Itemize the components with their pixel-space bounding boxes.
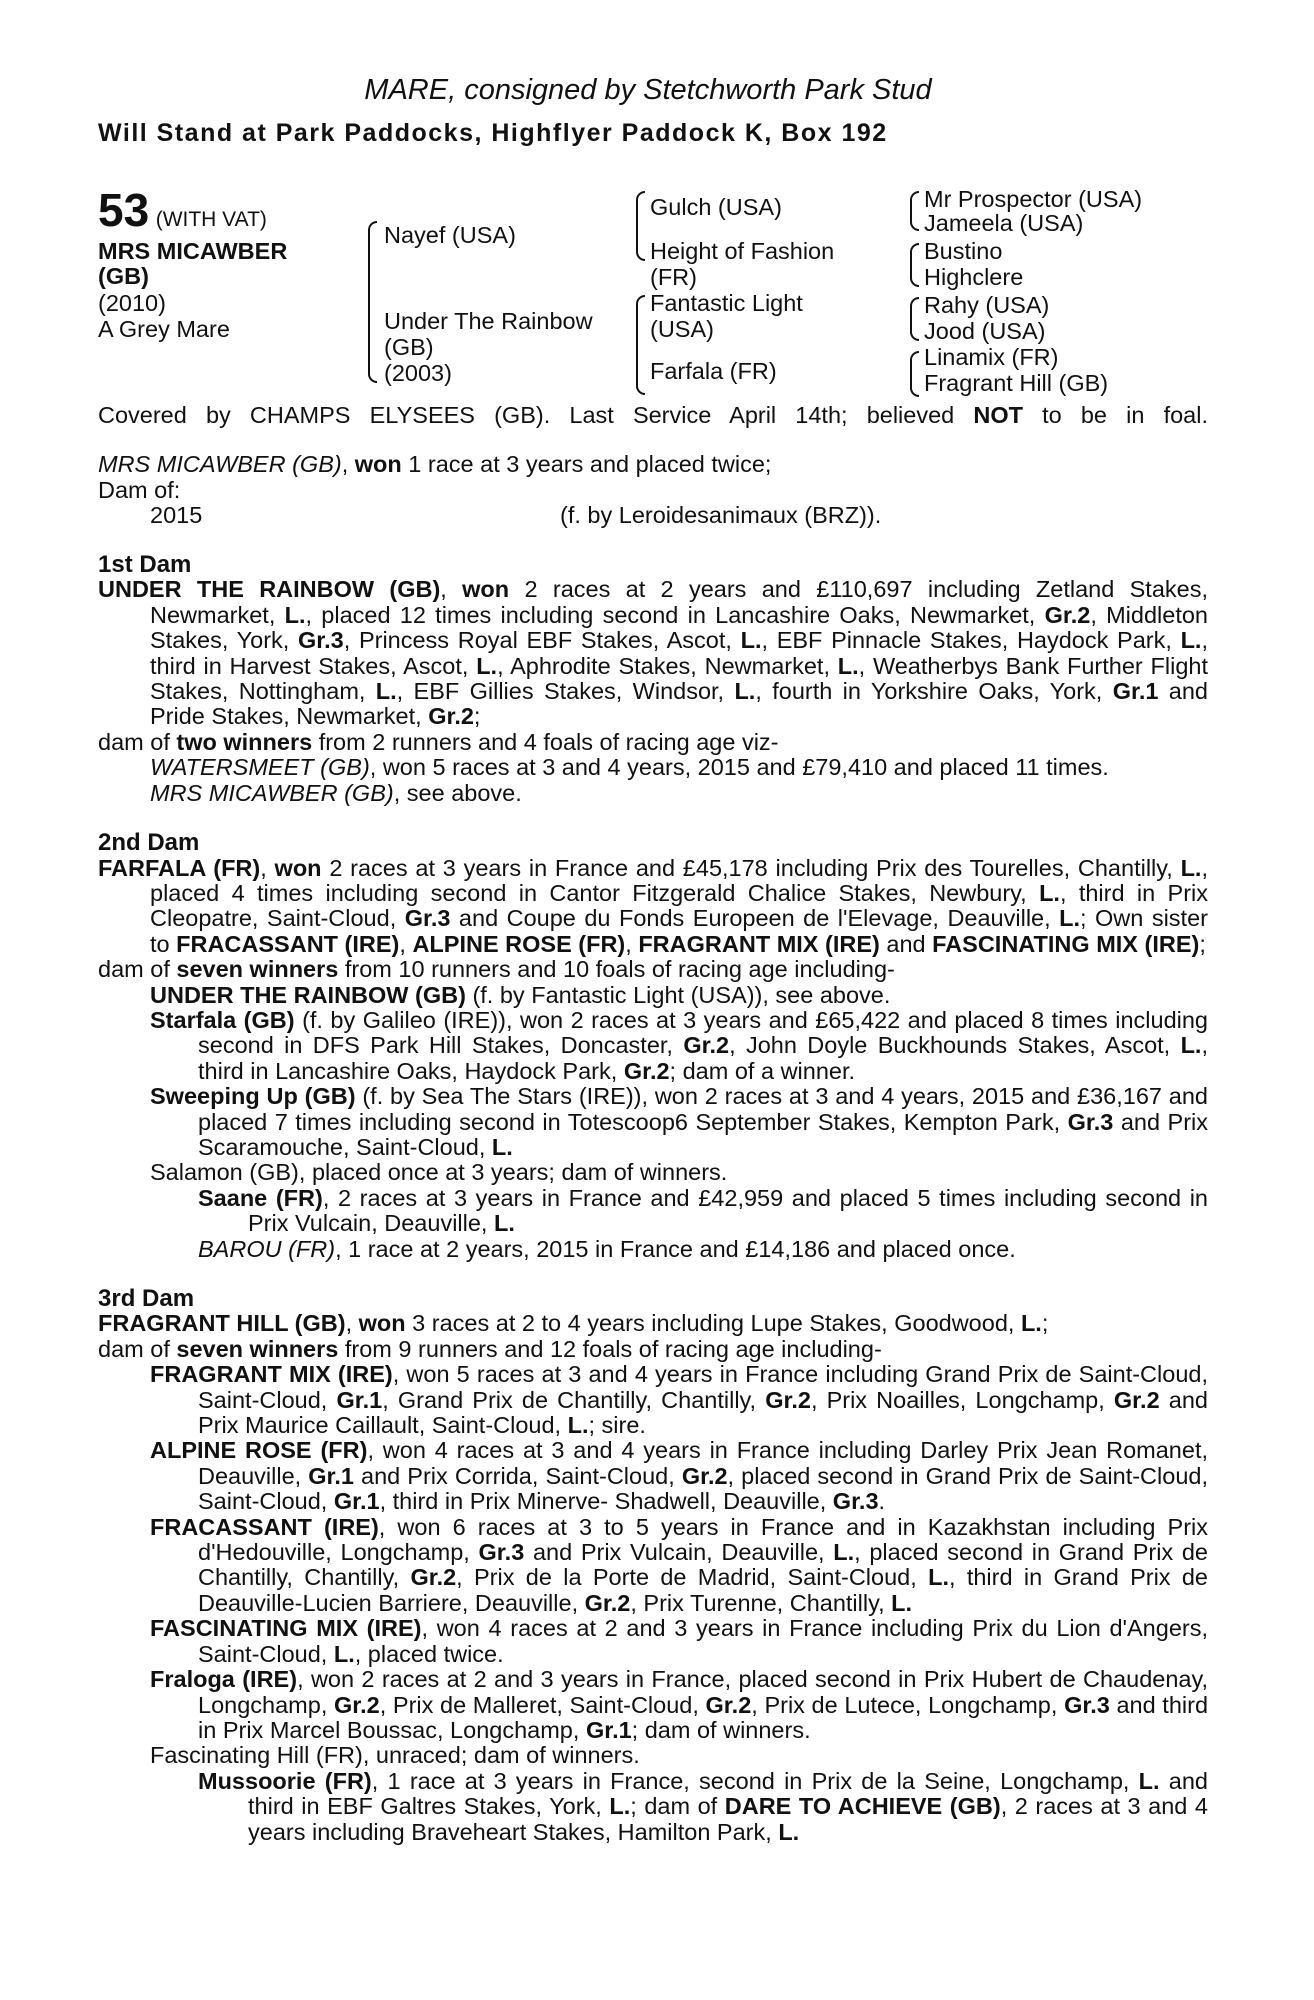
second-dam-offspring: Sweeping Up (GB) (f. by Sea The Stars (IRE)), won 2 races at 3 and 4 years, 2015 and £36,167 and placed 7 times including second in Totescoop6 September Stakes, Kempton Park, Gr.3 and Prix Scaramouche, Saint-Cloud, L. xyxy=(150,1083,1208,1160)
second-dam-produce-summary: dam of seven winners from 10 runners and 10 foals of racing age including- xyxy=(98,956,895,983)
dam-of-label: Dam of: xyxy=(98,476,181,503)
gen3-dsd: Jood (USA) xyxy=(924,317,1046,344)
gen3-ssd: Jameela (USA) xyxy=(924,209,1084,236)
first-dam-offspring: WATERSMEET (GB), won 5 races at 3 and 4 years, 2015 and £79,410 and placed 11 times. xyxy=(150,754,1109,781)
sire-dam-line1: Height of Fashion xyxy=(650,237,835,264)
horse-description: A Grey Mare xyxy=(98,315,230,342)
foaling-year: (2010) xyxy=(98,289,166,316)
pedigree-block xyxy=(98,183,1208,401)
third-dam-heading: 3rd Dam xyxy=(98,1285,195,1312)
sire: Nayef (USA) xyxy=(384,221,516,248)
second-dam-grand-offspring: Saane (FR), 2 races at 3 years in France and £42,959 and placed 5 times including second in Prix Vulcain, Deauville, L. xyxy=(198,1184,1209,1237)
dam-line1: Under The Rainbow xyxy=(384,307,593,334)
gen3-sds: Bustino xyxy=(924,237,1003,264)
second-dam-offspring: Starfala (GB) (f. by Galileo (IRE)), won 2 races at 3 years and £65,422 and placed 8 times including second in DFS Park Hill Stakes, Doncaster, Gr.2, John Doyle Buckhounds Stakes, Ascot, L., third in Lancashire Oaks, Haydock Park, Gr.2; dam of a winner. xyxy=(150,1006,1208,1084)
sire-dam-bracket xyxy=(368,221,377,383)
third-dam-offspring: ALPINE ROSE (FR), won 4 races at 3 and 4 years in France including Darley Prix Jean Romanet, Deauville, Gr.1 and Prix Corrida, Saint-Cloud, Gr.2, placed second in Grand Prix de Saint-Cloud, Saint-Cloud, Gr.1, third in Prix Minerve- Shadwell, Deauville, Gr.3. xyxy=(150,1437,1209,1515)
dam-dam: Farfala (FR) xyxy=(650,357,777,384)
covering-note: Covered by CHAMPS ELYSEES (GB). Last Service April 14th; believed NOT to be in foal. xyxy=(98,401,1208,428)
lot-number: 53 xyxy=(98,183,150,236)
first-dam-heading: 1st Dam xyxy=(98,551,192,579)
sire-dam-line2: (FR) xyxy=(650,263,697,290)
dam-sire-line2: (USA) xyxy=(650,315,714,342)
foal-sire: (f. by Leroidesanimaux (BRZ)). xyxy=(560,502,882,529)
third-dam-grand-offspring: Mussoorie (FR), 1 race at 3 years in France, second in Prix de la Seine, Longchamp, L. and third in EBF Galtres Stakes, York, L.; dam of DARE TO ACHIEVE (GB), 2 races at 3 and 4 years including Braveheart Stakes, Hamilton Park, L. xyxy=(198,1767,1208,1845)
dam-parents-bracket xyxy=(636,295,645,395)
horse-country: (GB) xyxy=(98,262,149,289)
consignor-title: MARE, consigned by Stetchworth Park Stud xyxy=(364,74,932,106)
stabling-location: Will Stand at Park Paddocks, Highflyer Paddock K, Box 192 xyxy=(98,119,888,148)
first-dam-record: UNDER THE RAINBOW (GB), won 2 races at 2 years and £110,697 including Zetland Stakes, Newmarket, L., placed 12 times including second in Lancashire Oaks, Newmarket, Gr.2, Middleton Stakes, York, Gr.3, Princess Royal EBF Stakes, Ascot, L., EBF Pinnacle Stakes, Haydock Park, L., third in Harvest Stakes, Ascot, L., Aphrodite Stakes, Newmarket, L., Weatherbys Bank Further Flight Stakes, Nottingham, L., EBF Gillies Stakes, Windsor, L., fourth in Yorkshire Oaks, York, Gr.1 and Pride Stakes, Newmarket, Gr.2; xyxy=(98,576,1209,730)
catalogue-page xyxy=(98,74,1209,1845)
gen3-ddd: Fragrant Hill (GB) xyxy=(924,369,1109,396)
dam-sire-line1: Fantastic Light xyxy=(650,289,803,316)
third-dam-offspring: FASCINATING MIX (IRE), won 4 races at 2 and 3 years in France including Prix du Lion d'Angers, Saint-Cloud, L., placed twice. xyxy=(150,1615,1209,1667)
bracket-gen3-d xyxy=(910,351,919,397)
produce-record: MRS MICAWBER (GB), won 1 race at 3 years and placed twice; xyxy=(98,451,772,478)
third-dam-offspring: Fraloga (IRE), won 2 races at 2 and 3 years in France, placed second in Prix Hubert de Chaudenay, Longchamp, Gr.2, Prix de Malleret, Saint-Cloud, Gr.2, Prix de Lutece, Longchamp, Gr.3 and third in Prix Marcel Boussac, Longchamp, Gr.1; dam of winners. xyxy=(150,1666,1209,1743)
foal-year: 2015 xyxy=(150,502,203,529)
second-dam-heading: 2nd Dam xyxy=(98,829,200,857)
horse-name: MRS MICAWBER xyxy=(98,237,288,264)
third-dam-record: FRAGRANT HILL (GB), won 3 races at 2 to 4 years including Lupe Stakes, Goodwood, L.; xyxy=(98,1310,1049,1337)
bracket-gen3-b xyxy=(910,243,919,287)
first-dam-offspring: MRS MICAWBER (GB), see above. xyxy=(150,779,522,806)
produce-foal-row xyxy=(98,503,1208,528)
third-dam-section xyxy=(98,1286,1208,1845)
vat-note: (WITH VAT) xyxy=(155,207,267,231)
second-dam-section xyxy=(98,830,1208,1262)
gen3-sss: Mr Prospector (USA) xyxy=(924,185,1143,212)
second-dam-offspring: Salamon (GB), placed once at 3 years; dam of winners. xyxy=(150,1159,728,1186)
sire-parents-bracket xyxy=(636,191,645,261)
sire-sire: Gulch (USA) xyxy=(650,193,782,220)
gen3-dss: Rahy (USA) xyxy=(924,291,1050,318)
second-dam-record: FARFALA (FR), won 2 races at 3 years in France and £45,178 including Prix des Tourelles, Chantilly, L., placed 4 times including second in Cantor Fitzgerald Chalice Stakes, Newbury, L., third in Prix Cleopatre, Saint-Cloud, Gr.3 and Coupe du Fonds Europeen de l'Elevage, Deauville, L.; Own sister to FRACASSANT (IRE), ALPINE ROSE (FR), FRAGRANT MIX (IRE) and FASCINATING MIX (IRE); xyxy=(98,854,1208,957)
third-dam-offspring: Fascinating Hill (FR), unraced; dam of winners. xyxy=(150,1742,640,1769)
dam-line2: (GB) xyxy=(384,333,434,360)
first-dam-produce-summary: dam of two winners from 2 runners and 4 foals of racing age viz- xyxy=(98,728,779,755)
second-dam-offspring: UNDER THE RAINBOW (GB) (f. by Fantastic Light (USA)), see above. xyxy=(150,981,891,1008)
dam-year: (2003) xyxy=(384,359,452,386)
gen3-dds: Linamix (FR) xyxy=(924,343,1059,370)
bracket-gen3-c xyxy=(910,297,919,341)
bracket-gen3-a xyxy=(910,191,919,231)
gen3-sdd: Highclere xyxy=(924,263,1024,290)
third-dam-produce-summary: dam of seven winners from 9 runners and 12 foals of racing age including- xyxy=(98,1335,882,1362)
third-dam-offspring: FRAGRANT MIX (IRE), won 5 races at 3 and 4 years in France including Grand Prix de Saint-Cloud, Saint-Cloud, Gr.1, Grand Prix de Chantilly, Chantilly, Gr.2, Prix Noailles, Longchamp, Gr.2 and Prix Maurice Caillault, Saint-Cloud, L.; sire. xyxy=(150,1361,1208,1439)
third-dam-offspring: FRACASSANT (IRE), won 6 races at 3 to 5 years in France and in Kazakhstan including Prix d'Hedouville, Longchamp, Gr.3 and Prix Vulcain, Deauville, L., placed second in Grand Prix de Chantilly, Chantilly, Gr.2, Prix de la Porte de Madrid, Saint-Cloud, L., third in Grand Prix de Deauville-Lucien Barriere, Deauville, Gr.2, Prix Turenne, Chantilly, L. xyxy=(150,1513,1209,1616)
second-dam-grand-offspring: BAROU (FR), 1 race at 2 years, 2015 in France and £14,186 and placed once. xyxy=(198,1235,1016,1262)
lot-heading xyxy=(98,183,267,236)
first-dam-section xyxy=(98,552,1208,806)
produce-section xyxy=(98,452,1208,528)
